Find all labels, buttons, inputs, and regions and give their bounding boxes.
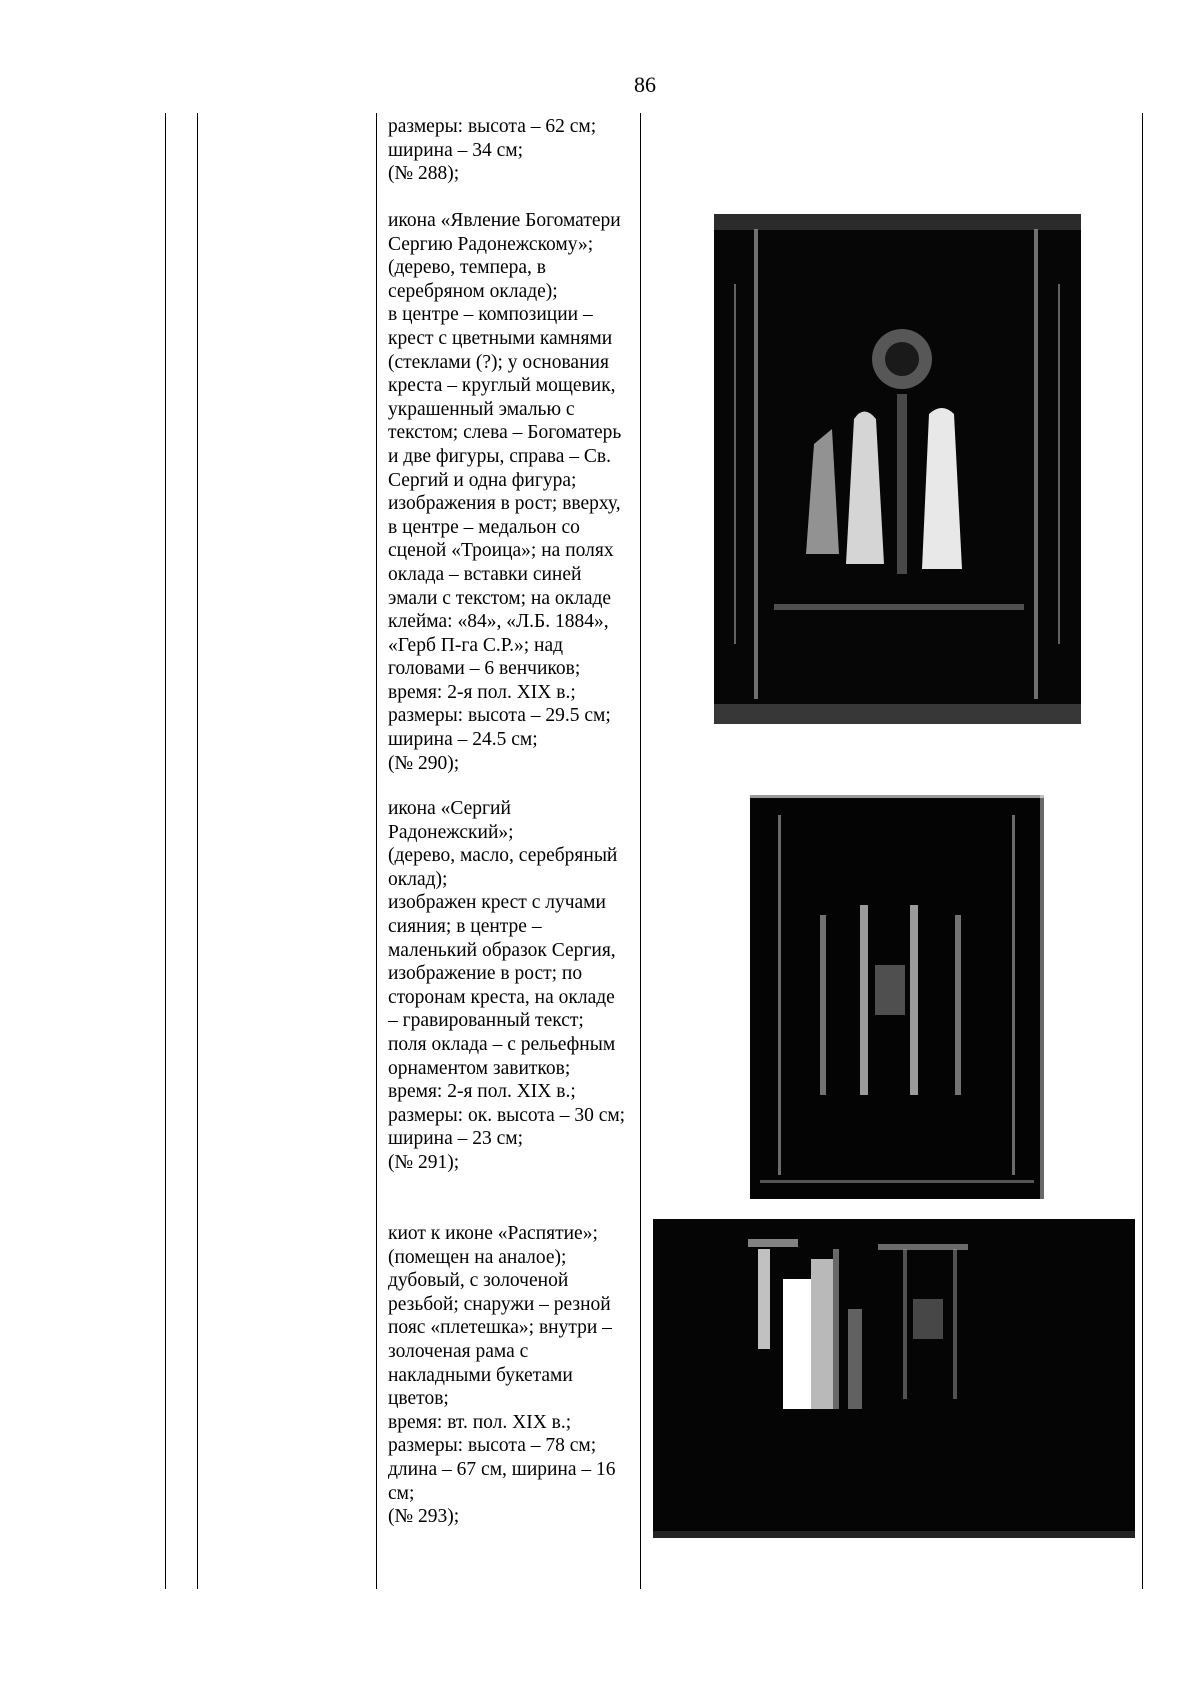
catalog-entry-293 (388, 1222, 640, 1529)
entry-line: (стеклами (?); у основания (388, 351, 609, 373)
table-column-divider-1 (197, 113, 198, 1589)
entry-line: размеры: высота – 29.5 см; (388, 705, 611, 727)
entry-line: резьбой; снаружи – резной (388, 1293, 611, 1315)
entry-line: Сергию Радонежскому»; (388, 233, 594, 255)
table-border-left (165, 113, 166, 1589)
entry-line: головами – 6 венчиков; (388, 658, 581, 680)
entry-line: эмали с текстом; на окладе (388, 587, 612, 609)
entry-line: см; (388, 1482, 415, 1504)
entry-line: маленький образок Сергия, (388, 939, 616, 961)
icon-photo-290 (714, 214, 1081, 724)
entry-line: оклад); (388, 868, 448, 890)
entry-line: время: 2-я пол. XIX в.; (388, 1081, 576, 1103)
entry-line: Сергий и одна фигура; (388, 469, 577, 491)
table-column-divider-2 (376, 113, 377, 1589)
entry-line: – гравированный текст; (388, 1010, 584, 1032)
entry-line: дубовый, с золоченой (388, 1270, 569, 1292)
entry-line: изображен крест с лучами (388, 892, 606, 914)
entry-line: сторонам креста, на окладе (388, 986, 615, 1008)
entry-line: ширина – 23 см; (388, 1128, 524, 1150)
entry-line: текстом; слева – Богоматерь (388, 422, 622, 444)
entry-line: украшенный эмалью с (388, 398, 575, 420)
entry-line: икона «Явление Богоматери (388, 210, 621, 231)
entry-line: «Герб П-га С.Р.»; над (388, 634, 564, 656)
entry-line: (дерево, темпера, в (388, 257, 547, 279)
entry-line: в центре – композиции – (388, 304, 593, 326)
entry-line: размеры: ок. высота – 30 см; (388, 1104, 626, 1126)
entry-line: Радонежский»; (388, 821, 514, 843)
entry-line: креста – круглый мощевик, (388, 375, 616, 397)
kiot-photo-293 (653, 1219, 1135, 1538)
page-number: 86 (634, 72, 656, 97)
entry-line: длина – 67 см, ширина – 16 (388, 1458, 616, 1480)
entry-line: размеры: высота – 62 см; (388, 116, 597, 137)
entry-line: серебряном окладе); (388, 280, 558, 302)
entry-line: (№ 293); (388, 1506, 460, 1528)
entry-line: (№ 290); (388, 752, 460, 774)
entry-line: золоченая рама с (388, 1340, 529, 1362)
catalog-entry-288 (388, 115, 640, 186)
entry-line: оклада – вставки синей (388, 563, 582, 585)
table-column-divider-3 (640, 113, 641, 1589)
entry-line: ширина – 34 см; (388, 139, 524, 161)
entry-line: клейма: «84», «Л.Б. 1884», (388, 611, 609, 633)
entry-line: (дерево, масло, серебряный (388, 845, 618, 867)
entry-line: цветов; (388, 1388, 449, 1410)
entry-line: изображения в рост; вверху, (388, 493, 621, 515)
entry-line: изображение в рост; по (388, 963, 583, 985)
entry-line: сценой «Троица»; на полях (388, 540, 614, 562)
entry-line: икона «Сергий (388, 798, 511, 819)
entry-line: (помещен на аналое); (388, 1246, 567, 1268)
entry-line: крест с цветными камнями (388, 327, 613, 349)
entry-line: (№ 291); (388, 1151, 460, 1173)
entry-line: поля оклада – с рельефным (388, 1033, 616, 1055)
entry-line: ширина – 24.5 см; (388, 729, 538, 751)
catalog-entry-290 (388, 209, 640, 775)
entry-line: сияния; в центре – (388, 915, 542, 937)
entry-line: время: 2-я пол. XIX в.; (388, 681, 576, 703)
entry-line: и две фигуры, справа – Св. (388, 445, 611, 467)
catalog-entry-291 (388, 797, 640, 1175)
entry-line: орнаментом завитков; (388, 1057, 571, 1079)
table-border-right (1142, 113, 1143, 1589)
entry-line: размеры: высота – 78 см; (388, 1435, 597, 1457)
entry-line: в центре – медальон со (388, 516, 580, 538)
icon-photo-291 (750, 795, 1044, 1199)
entry-line: (№ 288); (388, 163, 460, 185)
entry-line: накладными букетами (388, 1364, 573, 1386)
entry-line: пояс «плетешка»; внутри – (388, 1317, 612, 1339)
entry-line: киот к иконе «Распятие»; (388, 1223, 598, 1244)
entry-line: время: вт. пол. XIX в.; (388, 1411, 572, 1433)
